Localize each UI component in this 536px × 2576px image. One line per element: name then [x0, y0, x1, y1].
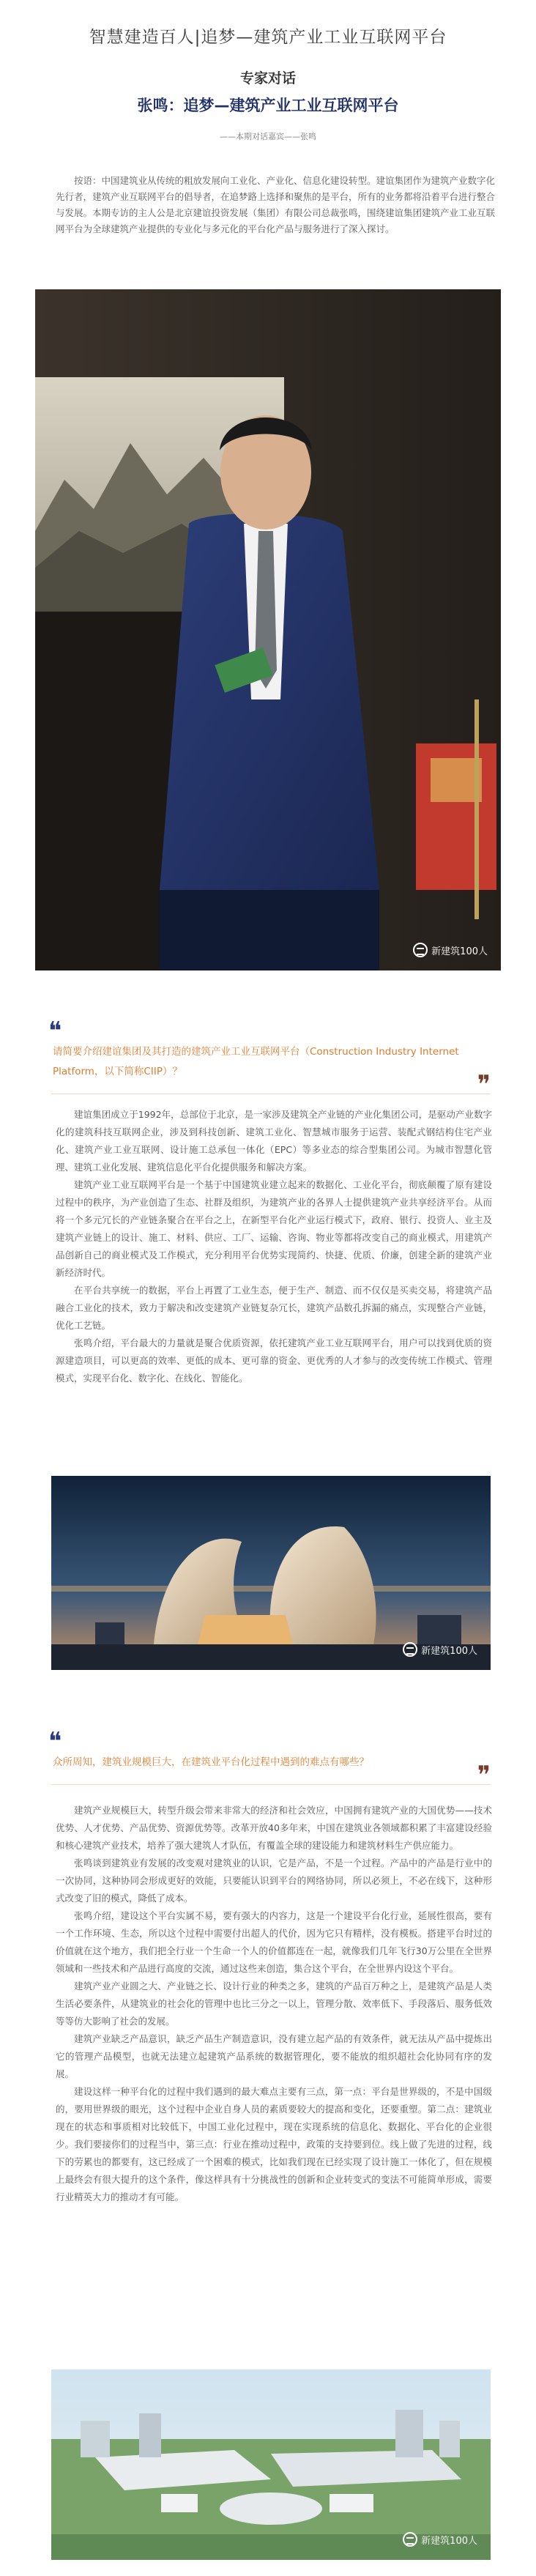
question-text: 众所周知，建筑业规模巨大，在建筑业平台化过程中遇到的难点有哪些？	[51, 1732, 491, 1785]
answer-block	[56, 1802, 492, 2206]
paragraph: 建筑产业工业互联网平台是一个基于中国建筑业建立起来的数据化、工业化平台，彻底颠覆了原有建设过程中的秩序，为产业创造了生态、社群及组织，为建筑产业的各界人士提供建筑产业共享经济平台。从而将一个多元冗长的产业链条聚合在平台之上，在新型平台化产业运行模式下，政府、银行、投资人、业主及建筑产业链上的设计、施工、材料、供应、工厂、运输、咨询、物业等都将改变自己的商业模式，用建筑产品创新自己的商业模式及工作模式，充分利用平台优势实现简约、快捷、优质、价廉，创建全新的建筑产业新经济时代。	[56, 1179, 492, 1278]
paragraph: 建设这样一种平台化的过程中我们遇到的最大难点主要有三点，第一点：平台是世界级的，不是中国级的，要用世界级的眼光，这个过程中企业自身人员的素质要较大的提高和变化，还要重塑。第二点：建筑业现在的状态和事质相对比较低下，中国工业化过程中，现在实现系统的信息化、数据化、平台化的企业很少。我们要接你们的过程当中，第三点：行业在推动过程中，政策的支持要到位。线上做了先进的过程，线下的劳累也的都要有，这已经成了一个困难的模式，比如我们现在已经实现了设计施工一体化了，但在规模上最终会有很大提升的这个条件，像这样具有十分挑战性的创新和企业转变式的变法不可能简单形成，需要行业精英大力的推动才有可能。	[56, 2086, 492, 2202]
wechat-logo-icon	[403, 2532, 417, 2547]
watermark-label: 新建筑100人	[431, 946, 488, 957]
question-block	[48, 1017, 491, 1099]
watermark	[413, 943, 488, 957]
question-text: 请简要介绍建谊集团及其打造的建筑产业工业互联网平台（Construction Industry Internet Platform，以下简称CIIP）？	[51, 1022, 491, 1094]
watermark-label: 新建筑100人	[421, 2535, 477, 2547]
paragraph: 建筑产业缺乏产品意识，缺乏产品生产制造意识，没有建立起产品的有效条件，就无法从产品中提炼出它的管理产品模型，也就无法建立起建筑产品系统的数据管理化，要不能放的组织超社会化协同有序的发展。	[56, 2033, 492, 2079]
wechat-logo-icon	[403, 1642, 417, 1657]
quote-open-icon: ❝	[48, 1727, 62, 1756]
watermark-label: 新建筑100人	[421, 1645, 477, 1657]
wechat-logo-icon	[413, 943, 428, 957]
quote-open-icon: ❝	[48, 1017, 62, 1046]
article-headline: 张鸣：追梦—建筑产业工业互联网平台	[137, 97, 399, 114]
quote-close-icon: ❞	[477, 1070, 491, 1099]
paragraph: 在平台共享统一的数据，平台上再置了工业生态，便于生产、制造、而不仅仅是买卖交易，将建筑产品融合工业化的技术，致力于解决和改变建筑产业链复杂冗长，建筑产品数孔拆漏的痛点，实现整合产业链，优化工艺链。	[56, 1285, 492, 1331]
section-tag: 专家对话	[239, 70, 296, 86]
building-render-photo	[51, 1476, 491, 1670]
byline: ——本期对话嘉宾——张鸣	[220, 132, 316, 141]
paragraph: 建谊集团成立于1992年，总部位于北京，是一家涉及建筑全产业链的产业化集团公司，是驱动产业数字化的建筑科技互联网企业，涉及到科技创新、建筑工业化、智慧城市服务于运营、装配式钢结构住宅产业化、建筑产业工业互联网、设计施工总承包一体化（EPC）等多业态的综合型集团公司。为城市智慧化管理、建筑工业化发展、建筑信息化平台化提供服务和解决方案。	[56, 1109, 492, 1173]
lead-paragraph: 按语：中国建筑业从传统的粗放发展向工业化、产业化、信息化建设转型。建谊集团作为建筑产业数字化先行者，建筑产业互联网平台的倡导者，在追梦路上选择和聚焦的是平台，所有的业务都将沿着平台进行整合与发展。本期专访的主人公是北京建谊投资发展（集团）有限公司总裁张鸣，围绕建谊集团建筑产业工业互联网平台为全球建筑产业提供的专业化与多元化的平台化产品与服务进行了深入探讨。	[56, 175, 496, 234]
paragraph: 张鸣介绍，建设这个平台实属不易，要有强大的内容力，这是一个建设平台化行业，延展性很高，要有一个工作环境、生态，所以这个过程中需要付出超人的代价，因为它只有精样，没有模板。搭建平台时过的价值就在这个地方，我们把全行业一个生命一个人的价值都连在一起，就像我们几年飞行30万公里在全世界领域和一些技术和产品进行高度的交流，通过这些来创造，集合这个平台，在全世界内设这个平台。	[56, 1910, 492, 1974]
portrait-photo	[35, 289, 501, 970]
page-title: 智慧建造百人|追梦—建筑产业工业互联网平台	[89, 28, 447, 47]
paragraph: 建筑产业规模巨大，转型升级会带来非常大的经济和社会效应，中国拥有建筑产业的大国优势——技术优势、人才优势、产品优势、资源优势等。改革开放40多年来，中国在建筑业各领域都积累了丰富建设经验和核心建筑产业技术，培养了强大建筑人才队伍，有覆盖全球的建设能力和建筑材料生产供应能力。	[56, 1805, 492, 1851]
paragraph: 建筑产业产业圆之大、产业链之长、设计行业的种类之多，建筑的产品百万种之上，是建筑产品是人类生活必要条件，从建筑业的社会化的管理中也比三分之一以上，管理分散、效率低下、手段落后、服务低效等等仿大影响了社会的发展。	[56, 1981, 492, 2027]
answer-block	[56, 1106, 492, 1387]
quote-close-icon: ❞	[477, 1761, 491, 1790]
campus-aerial-photo	[51, 2369, 491, 2560]
paragraph: 张鸣介绍，平台最大的力量就是聚合优质资源，依托建筑产业工业互联网平台，用户可以找到优质的资源建造项目，可以更高的效率、更低的成本、更可靠的资金、更优秀的人才参与的改变传统工作模式、管理模式，实现平台化、数字化、在线化、智能化。	[56, 1337, 492, 1384]
watermark	[403, 1642, 477, 1657]
watermark	[403, 2532, 477, 2547]
question-block	[48, 1727, 491, 1790]
paragraph: 张鸣谈到建筑业有发展的改变观对建筑业的认识，它是产品，不是一个过程。产品中的产品是行业中的一次协同，这种协同会形成更好的效能，只要能认识到平台的网络协同，所以必须上，不必在线下，这种形式改变了旧的模式，降低了成本。	[56, 1857, 492, 1904]
